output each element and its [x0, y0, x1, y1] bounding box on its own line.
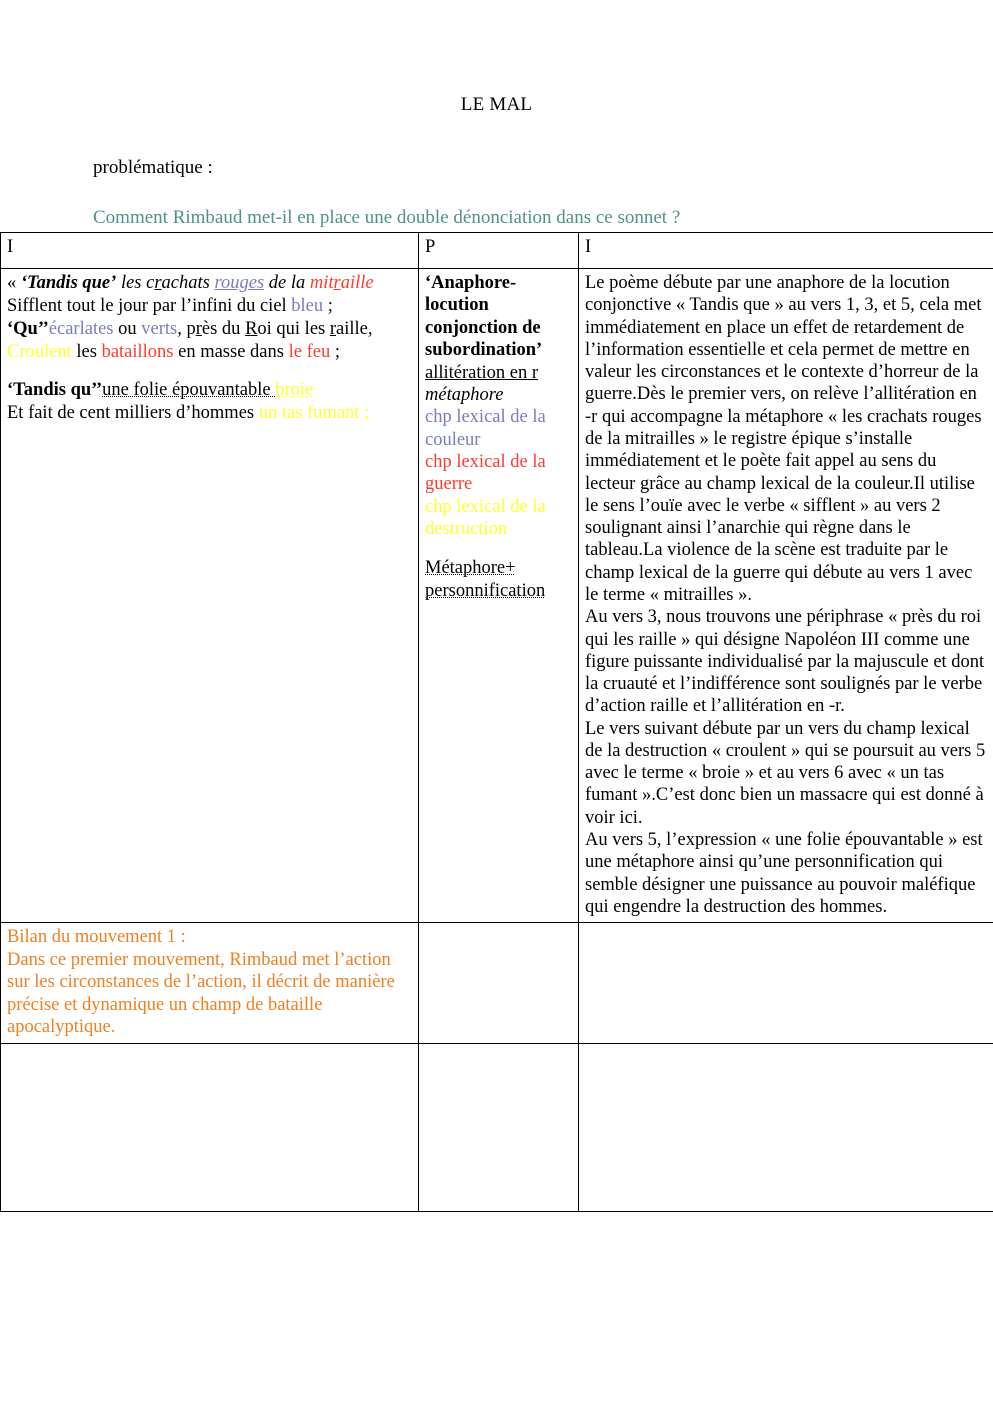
poem-seg: achats	[161, 273, 215, 293]
empty-cell-identification	[1, 1043, 419, 1211]
header-cell-interpretation: I	[579, 233, 993, 269]
bilan-text	[7, 926, 412, 1038]
problematique-label: problématique :	[93, 156, 213, 178]
analysis-table	[0, 232, 993, 1212]
procede-champ-lexical-guerre: chp lexical de la guerre	[425, 452, 546, 495]
poem-seg: aille,	[336, 318, 373, 339]
poem-line-4	[7, 341, 412, 364]
poem-seg: Et fait de cent milliers d’hommes	[7, 402, 259, 423]
procede-spacer	[425, 541, 572, 558]
procede-champ-lexical-couleur: chp lexical de la couleur	[425, 407, 546, 450]
poem-word-verts: verts	[141, 318, 178, 339]
poem-stanza-break	[7, 363, 412, 379]
poem-line-2	[7, 295, 412, 318]
procede-cell	[419, 269, 579, 923]
table-header-row	[1, 233, 993, 269]
poem-cell	[1, 269, 419, 923]
poem-seg: en masse dans	[173, 341, 289, 362]
table-row-mouvement-1	[1, 269, 993, 923]
poem-seg: les c	[116, 273, 155, 293]
poem-seg: de la	[264, 273, 310, 293]
poem-alliteration-r: r	[329, 318, 337, 339]
poem-word-le-feu: le feu	[288, 341, 331, 362]
bilan-cell	[1, 923, 419, 1043]
bilan-body: Dans ce premier mouvement, Rimbaud met l’action sur les circonstances de l’action, il décrit de manière précise et dynamique un champ de bataille apocalyptique.	[7, 949, 395, 1038]
empty-cell-procede	[419, 1043, 579, 1211]
bilan-title: Bilan du mouvement 1 :	[7, 927, 186, 948]
bilan-interpretation-cell	[579, 923, 993, 1043]
poem-seg: Sifflent tout le jour par l’infini du ciel	[7, 295, 292, 316]
poem-word-mitraille-part: mit	[309, 273, 334, 293]
poem-seg: ès du	[201, 318, 246, 339]
poem-line-3	[7, 318, 412, 341]
poem-anaphore-2: ‘Qu’’	[7, 318, 49, 339]
poem-line-5	[7, 379, 412, 402]
poem-seg: les	[71, 341, 102, 362]
poem-seg: oi qui les	[257, 318, 330, 339]
poem-seg: ;	[323, 295, 333, 316]
poem-open-quote: «	[7, 273, 21, 293]
poem-line-1	[7, 272, 412, 295]
header-cell-procede: P	[419, 233, 579, 269]
procede-champ-lexical-destruction: chp lexical de la destruction	[425, 496, 546, 540]
table-row-empty	[1, 1043, 993, 1211]
poem-phrase-un-tas-fumant: un tas fumant ;	[258, 402, 370, 423]
interpretation-paragraph-4: Au vers 5, l’expression « une folie épouvantable » est une métaphore ainsi qu’une personnification qui semble désigner une puissance au pouvoir maléfique qui engendre la destruction des hommes.	[585, 830, 983, 917]
poem-word-roi-majuscule: R	[245, 318, 258, 339]
poem-word-ecarlates: écarlates	[48, 318, 114, 339]
poem-word-bleu: bleu	[291, 295, 324, 316]
poem-anaphore-1: ‘Tandis que’	[20, 273, 117, 293]
interpretation-text	[585, 272, 987, 918]
poem-alliteration-r: r	[154, 273, 162, 293]
bilan-procede-cell	[419, 923, 579, 1043]
procede-metaphore-personnification-line1: Métaphore+	[425, 558, 516, 579]
poem-anaphore-3: ‘Tandis qu’’	[7, 380, 103, 401]
poem-word-croulent: Croulent	[7, 341, 72, 362]
interpretation-paragraph-2: Au vers 3, nous trouvons une périphrase « près du roi qui les raille » qui désigne Napoléon III comme une figure puissante individualisé par la majuscule et dont la cruauté et l’indifférence sont soulignés par le verbe d’action raille et l’allitération en -r.	[585, 607, 985, 717]
poem-text	[7, 272, 412, 425]
page-title: LE MAL	[460, 94, 533, 115]
table-row-bilan	[1, 923, 993, 1043]
procede-alliteration: allitération en r	[425, 362, 539, 383]
poem-word-bataillons: bataillons	[101, 341, 174, 362]
poem-alliteration-r: r	[333, 273, 341, 293]
poem-line-6	[7, 402, 412, 425]
poem-word-mitraille-part: aille	[340, 273, 374, 293]
poem-seg: ;	[330, 341, 340, 362]
interpretation-paragraph-3: Le vers suivant débute par un vers du champ lexical de la destruction « croulent » qui se poursuit au vers 5 avec le terme « broie » et au vers 6 avec « un tas fumant ».C’est donc bien un massacre qui est donné à voir ici.	[585, 718, 986, 828]
poem-alliteration-r: r	[195, 318, 202, 339]
procede-metaphore-personnification-line2: personnification	[425, 580, 546, 601]
interpretation-paragraph-1: Le poème débute par une anaphore de la locution conjonctive « Tandis que » au vers 1, 3, et 5, cela met immédiatement en place un effet de retardement de l’information essentielle et cela permet de mettre en valeur les circonstances et le contexte d’horreur de la guerre.Dès le premier vers, on relève l’allitération en -r qui accompagne la métaphore « les crachats rouges de la mitrailles » le registre épique s’installe immédiatement et le poète fait appel au sens du lecteur grâce au champ lexical de la couleur.Il utilise le sens l’ouïe avec le verbe « sifflent » au vers 2 soulignant ainsi l’anarchie qui règne dans le tableau.La violence de la scène est traduite par le champ lexical de la guerre qui débute au vers 1 avec le terme « mitrailles ».	[585, 273, 982, 605]
poem-word-rouges: rouges	[214, 273, 265, 293]
procede-list	[425, 272, 572, 602]
problematique-question: Comment Rimbaud met-il en place une double dénonciation dans ce sonnet ?	[93, 206, 681, 228]
poem-seg: ou	[113, 318, 142, 339]
empty-cell-interpretation	[579, 1043, 993, 1211]
procede-anaphore: ‘Anaphore-locution conjonction de subordination’	[425, 273, 543, 361]
poem-word-broie: broie	[275, 380, 314, 401]
poem-seg: , p	[177, 318, 196, 339]
poem-phrase-une-folie-epouvantable: une folie épouvantable	[102, 380, 276, 401]
interpretation-cell	[579, 269, 993, 923]
header-cell-identification: I	[1, 233, 419, 269]
procede-metaphore: métaphore	[425, 384, 504, 405]
